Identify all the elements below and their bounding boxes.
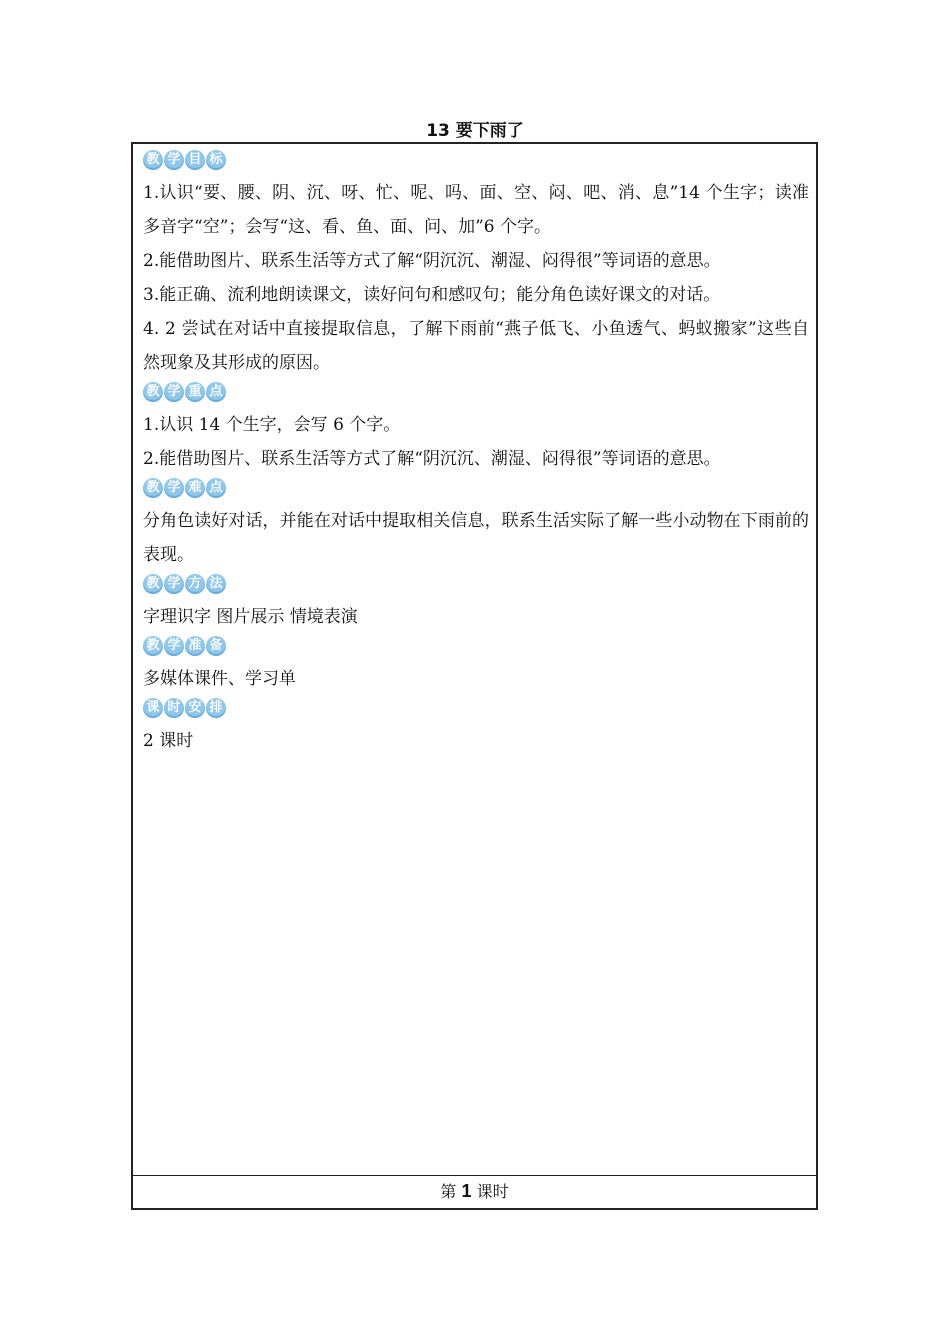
badge-char: 时 [164, 698, 184, 718]
badge-char: 标 [206, 150, 226, 170]
badge-char: 重 [185, 382, 205, 402]
badge-char: 学 [164, 150, 184, 170]
schedule-text: 2 课时 [143, 731, 194, 751]
badge-char: 点 [206, 478, 226, 498]
methods-text: 字理识字 图片展示 情境表演 [143, 607, 358, 627]
badge-char: 教 [143, 382, 163, 402]
badge-char: 难 [185, 478, 205, 498]
badge-char: 点 [206, 382, 226, 402]
section-badge-schedule [143, 698, 809, 720]
badge-char: 准 [185, 636, 205, 656]
section-key-points [143, 382, 809, 476]
section-objectives [143, 150, 809, 380]
preparation-text: 多媒体课件、学习单 [143, 669, 296, 689]
section-methods [143, 574, 809, 634]
section-preparation [143, 636, 809, 696]
badge-char: 排 [206, 698, 226, 718]
objective-4: 4. 2 尝试在对话中直接提取信息，了解下雨前“燕子低飞、小鱼透气、蚂蚁搬家”这些自然现象及其形成的原因。 [143, 319, 809, 373]
objective-2: 2.能借助图片、联系生活等方式了解“阴沉沉、潮湿、闷得很”等词语的意思。 [143, 251, 721, 271]
section-badge-key-points [143, 382, 809, 404]
section-badge-methods [143, 574, 809, 596]
objective-3: 3.能正确、流利地朗读课文，读好问句和感叹句；能分角色读好课文的对话。 [143, 285, 721, 305]
badge-char: 教 [143, 636, 163, 656]
section-badge-difficulties [143, 478, 809, 500]
badge-char: 学 [164, 478, 184, 498]
badge-char: 学 [164, 636, 184, 656]
badge-char: 方 [185, 574, 205, 594]
difficulty-text: 分角色读好对话，并能在对话中提取相关信息，联系生活实际了解一些小动物在下雨前的表现。 [143, 511, 809, 565]
section-difficulties [143, 478, 809, 572]
section-badge-preparation [143, 636, 809, 658]
badge-char: 目 [185, 150, 205, 170]
lesson-table [131, 142, 818, 1210]
page-title: 13 要下雨了 [426, 121, 524, 141]
section-badge-objectives [143, 150, 809, 172]
objective-1: 1.认识“要、腰、阴、沉、呀、忙、呢、吗、面、空、闷、吧、消、息”14 个生字；读准多音字“空”；会写“这、看、鱼、面、问、加”6 个字。 [143, 183, 809, 237]
lesson-period-header [133, 1175, 816, 1208]
badge-char: 学 [164, 382, 184, 402]
badge-char: 教 [143, 574, 163, 594]
badge-char: 学 [164, 574, 184, 594]
badge-char: 课 [143, 698, 163, 718]
period-prefix: 第 [440, 1182, 462, 1201]
badge-char: 教 [143, 150, 163, 170]
badge-char: 备 [206, 636, 226, 656]
key-point-2: 2.能借助图片、联系生活等方式了解“阴沉沉、潮湿、闷得很”等词语的意思。 [143, 449, 721, 469]
badge-char: 安 [185, 698, 205, 718]
badge-char: 教 [143, 478, 163, 498]
period-number: 1 [461, 1181, 472, 1201]
lesson-content [143, 148, 809, 760]
badge-char: 法 [206, 574, 226, 594]
section-schedule [143, 698, 809, 758]
period-suffix: 课时 [471, 1182, 509, 1201]
key-point-1: 1.认识 14 个生字，会写 6 个字。 [143, 415, 401, 435]
